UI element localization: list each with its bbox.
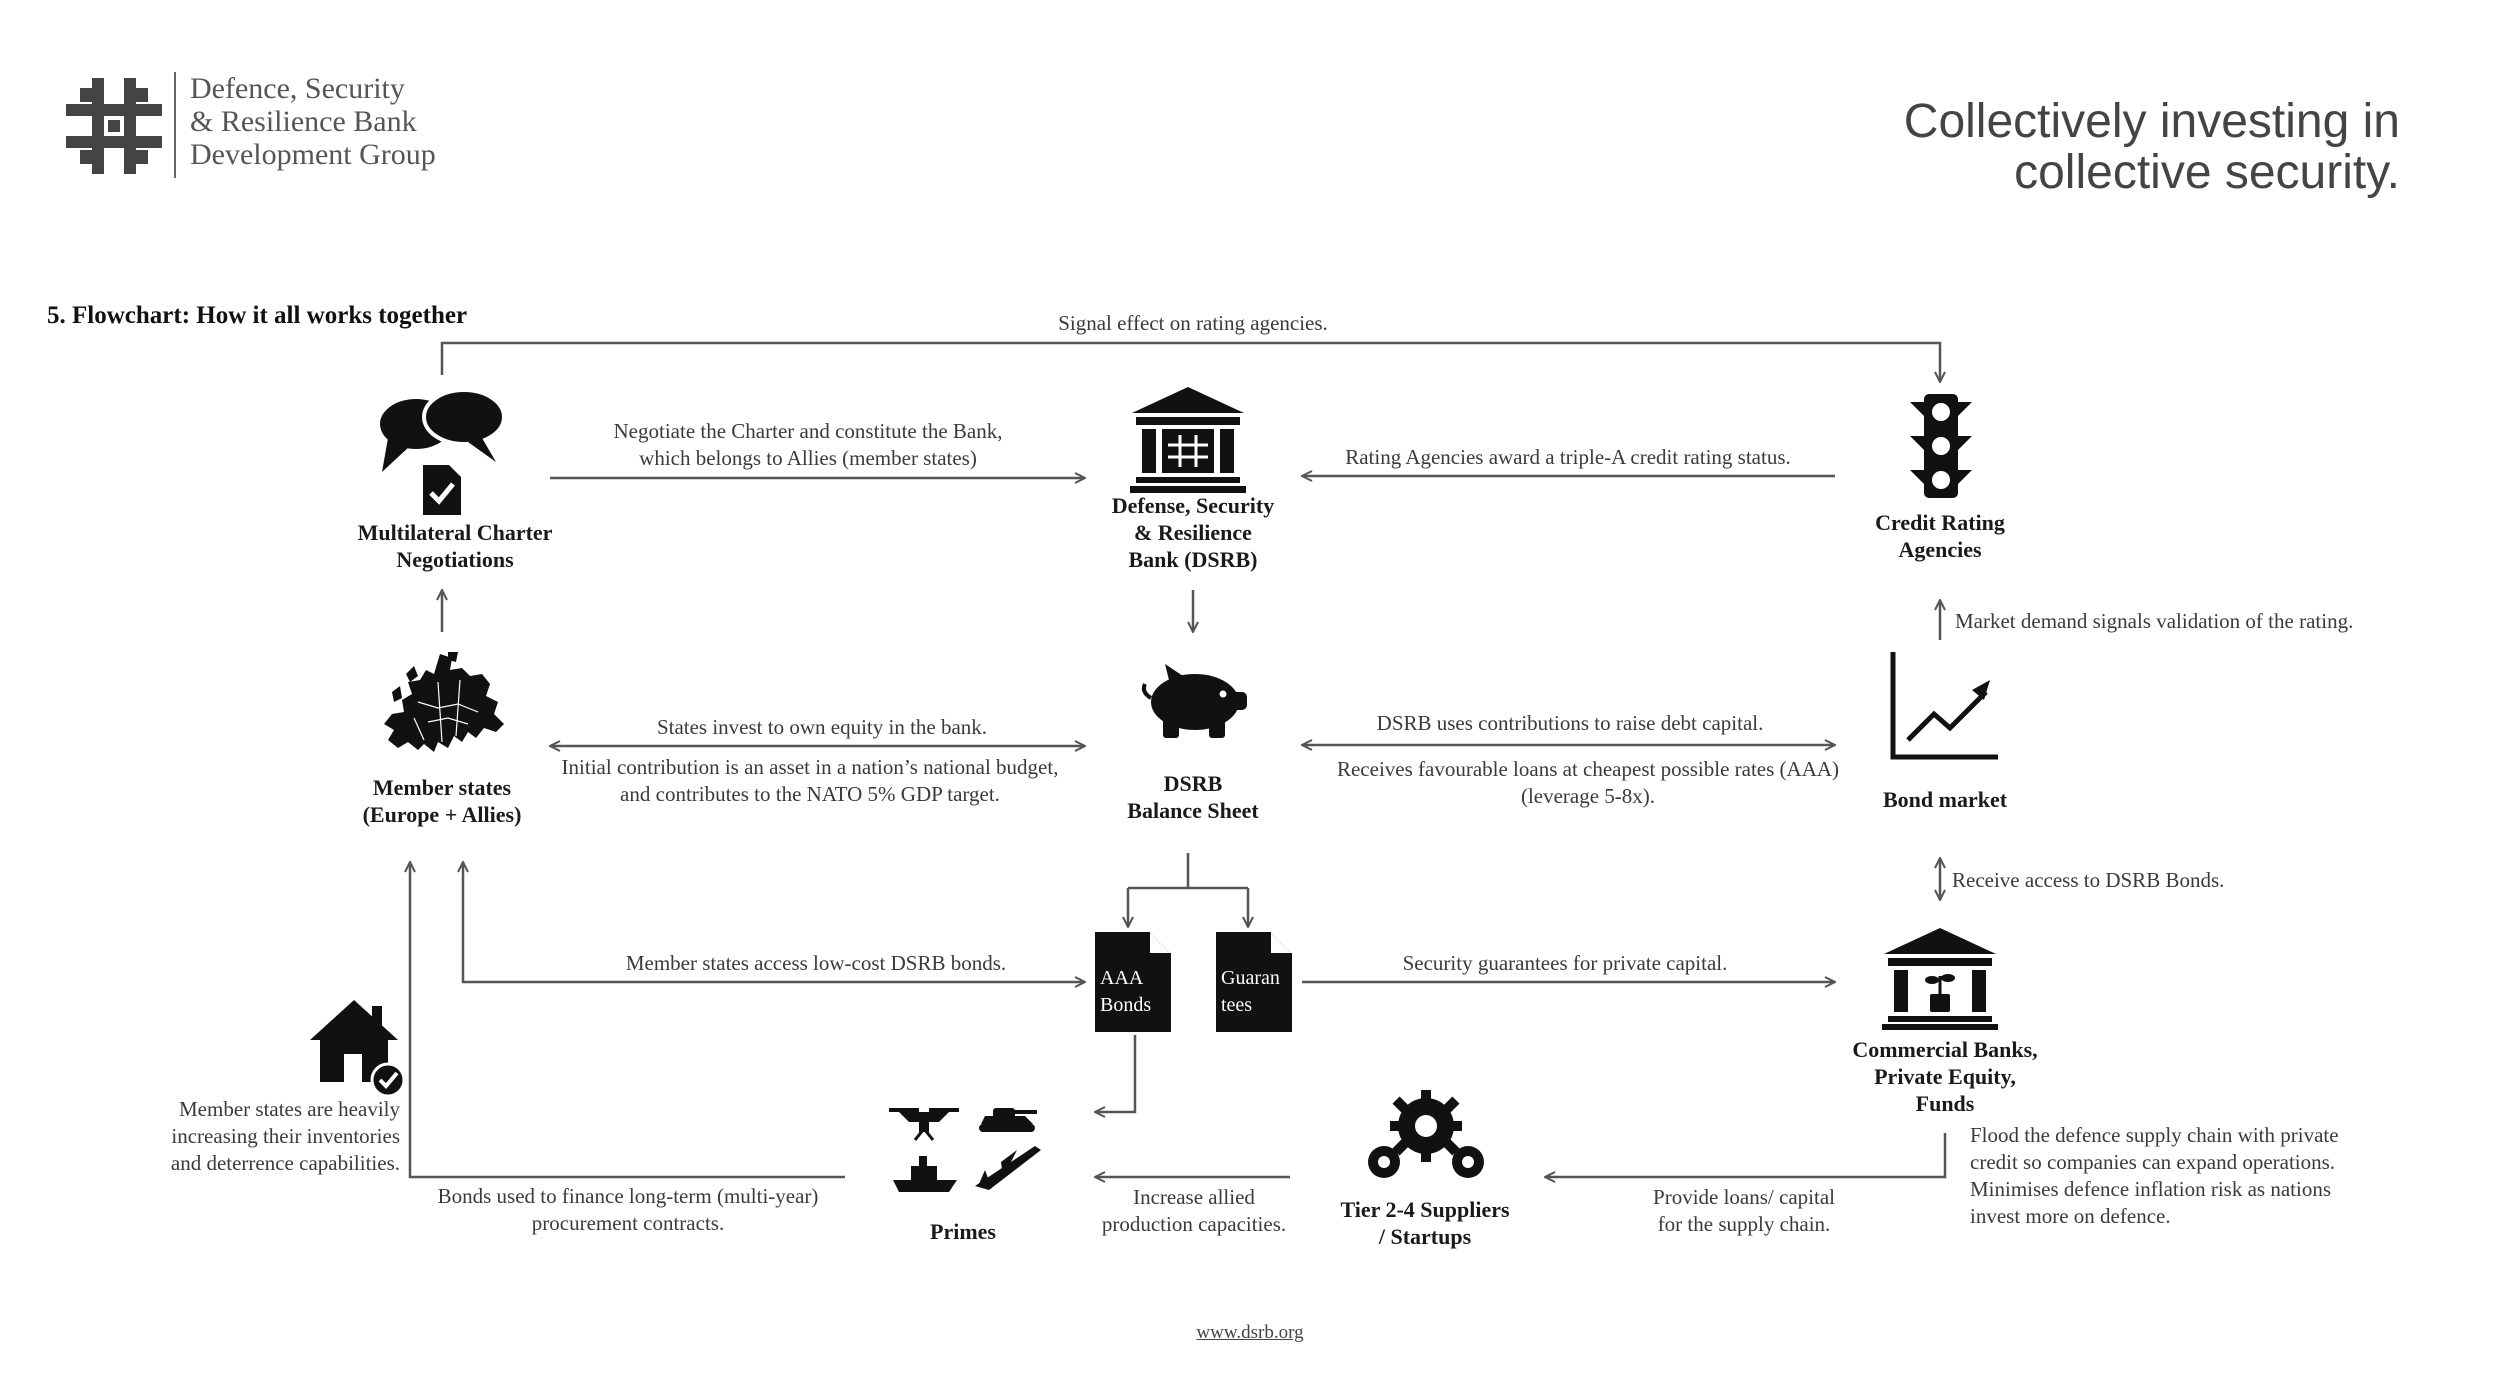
dsrb-label-line-1: Defense, Security bbox=[1111, 493, 1275, 518]
dsrb-label-line-2: & Resilience bbox=[1134, 520, 1252, 545]
procurement-line-2: procurement contracts. bbox=[531, 1211, 725, 1235]
members-node-label bbox=[363, 774, 522, 828]
inventories-line-1: Member states are heavily bbox=[179, 1097, 400, 1121]
europe-map-icon bbox=[378, 652, 508, 757]
org-name-line-2: & Resilience Bank bbox=[190, 105, 417, 138]
rating-award-text: Rating Agencies award a triple-A credit rating status. bbox=[1345, 445, 1791, 469]
traffic-light-icon bbox=[1910, 394, 1972, 498]
market-demand-text: Market demand signals validation of the rating. bbox=[1955, 609, 2354, 633]
tagline bbox=[1904, 96, 2400, 198]
low-cost-bonds-text: Member states access low-cost DSRB bonds. bbox=[625, 951, 1007, 975]
favourable-loans-line-1: Receives favourable loans at cheapest possible rates (AAA) bbox=[1336, 757, 1840, 781]
procurement-line-1: Bonds used to finance long-term (multi-year) bbox=[437, 1184, 819, 1208]
suppliers-label-line-2: / Startups bbox=[1378, 1224, 1472, 1249]
initial-contribution-line-2: and contributes to the NATO 5% GDP target. bbox=[620, 782, 1000, 806]
suppliers-node-label bbox=[1340, 1196, 1509, 1250]
house-check-icon bbox=[310, 1000, 406, 1096]
receive-access-text: Receive access to DSRB Bonds. bbox=[1952, 868, 2225, 892]
provide-loans-line-2: for the supply chain. bbox=[1657, 1212, 1831, 1236]
charter-node-label bbox=[358, 519, 553, 573]
provide-loans-line-1: Provide loans/ capital bbox=[1653, 1185, 1835, 1209]
security-guarantees-text: Security guarantees for private capital. bbox=[1402, 951, 1728, 975]
guarantees-line-1: Guaran bbox=[1221, 967, 1280, 989]
org-name-line-1: Defence, Security bbox=[190, 72, 405, 105]
initial-contribution-line-1: Initial contribution is an asset in a nation’s national budget, bbox=[561, 755, 1059, 779]
aaa-bonds-line-2: Bonds bbox=[1100, 994, 1152, 1016]
balance-split-connector bbox=[1128, 853, 1248, 888]
negotiate-line-2: which belongs to Allies (member states) bbox=[639, 446, 977, 470]
flood-line-2: credit so companies can expand operations. bbox=[1970, 1150, 2336, 1174]
inventories-line-3: and deterrence capabilities. bbox=[170, 1151, 400, 1175]
negotiate-text bbox=[614, 418, 1003, 472]
suppliers-label-line-1: Tier 2-4 Suppliers bbox=[1340, 1197, 1510, 1222]
members-label-line-1: Member states bbox=[372, 775, 512, 800]
charter-label-line-1: Multilateral Charter bbox=[357, 520, 553, 545]
speech-bubbles-document-icon bbox=[378, 390, 508, 515]
initial-contribution-text bbox=[562, 754, 1059, 808]
commercial-label-line-2: Private Equity, bbox=[1874, 1064, 2016, 1089]
gears-icon bbox=[1366, 1090, 1486, 1182]
dsrb-label-line-3: Bank (DSRB) bbox=[1128, 547, 1258, 572]
bonds-to-primes-arrow bbox=[1095, 1035, 1135, 1112]
guarantees-label bbox=[1221, 965, 1280, 1019]
tagline-line-1: Collectively investing in bbox=[1903, 95, 2400, 148]
charter-label-line-2: Negotiations bbox=[396, 547, 514, 572]
procurement-arrow bbox=[410, 862, 845, 1177]
provide-loans-text bbox=[1653, 1184, 1835, 1238]
guarantees-line-2: tees bbox=[1221, 994, 1253, 1016]
line-chart-icon bbox=[1888, 652, 1998, 762]
bond-market-node-label: Bond market bbox=[1882, 787, 2008, 812]
footer-website-link[interactable]: www.dsrb.org bbox=[1196, 1322, 1304, 1343]
credit-label-line-1: Credit Rating bbox=[1875, 510, 2005, 535]
commercial-label-line-1: Commercial Banks, bbox=[1852, 1037, 2038, 1062]
defence-platforms-icon bbox=[885, 1100, 1045, 1196]
aaa-bonds-line-1: AAA bbox=[1100, 967, 1144, 989]
inventories-text bbox=[80, 1096, 400, 1177]
members-label-line-2: (Europe + Allies) bbox=[362, 802, 522, 827]
signal-effect-arrow bbox=[442, 343, 1940, 382]
production-line-2: production capacities. bbox=[1101, 1212, 1287, 1236]
piggy-bank-icon bbox=[1139, 664, 1251, 738]
dsrb-node-label bbox=[1112, 492, 1275, 573]
negotiate-line-1: Negotiate the Charter and constitute the Bank, bbox=[613, 419, 1003, 443]
commercial-label-line-3: Funds bbox=[1915, 1091, 1975, 1116]
aaa-bonds-label bbox=[1100, 965, 1151, 1019]
balance-label-line-2: Balance Sheet bbox=[1127, 798, 1259, 823]
raise-debt-text: DSRB uses contributions to raise debt capital. bbox=[1376, 711, 1764, 735]
balance-node-label bbox=[1127, 770, 1258, 824]
credit-node-label bbox=[1875, 509, 2005, 563]
signal-effect-text: Signal effect on rating agencies. bbox=[1058, 311, 1328, 335]
procurement-text bbox=[438, 1183, 819, 1237]
flood-line-4: invest more on defence. bbox=[1970, 1204, 2171, 1228]
primes-node-label: Primes bbox=[930, 1219, 996, 1244]
favourable-loans-line-2: (leverage 5-8x). bbox=[1520, 784, 1656, 808]
org-name bbox=[190, 72, 436, 171]
inventories-line-2: increasing their inventories bbox=[171, 1124, 400, 1148]
production-text bbox=[1102, 1184, 1286, 1238]
flood-line-1: Flood the defence supply chain with private bbox=[1970, 1123, 2339, 1147]
lattice-cross-icon bbox=[66, 78, 162, 174]
bank-plant-icon bbox=[1882, 926, 1998, 1030]
production-line-1: Increase allied bbox=[1133, 1185, 1255, 1209]
flood-supply-chain-text bbox=[1970, 1122, 2339, 1230]
states-invest-text: States invest to own equity in the bank. bbox=[656, 715, 988, 739]
tagline-line-2: collective security. bbox=[2014, 146, 2400, 199]
flood-line-3: Minimises defence inflation risk as nations bbox=[1970, 1177, 2332, 1201]
favourable-loans-text bbox=[1337, 756, 1839, 810]
commercial-node-label bbox=[1852, 1036, 2037, 1117]
logo-divider bbox=[174, 72, 178, 178]
bank-building-icon bbox=[1130, 385, 1246, 493]
org-name-line-3: Development Group bbox=[190, 138, 436, 171]
section-heading: 5. Flowchart: How it all works together bbox=[47, 302, 468, 329]
provide-loans-arrow bbox=[1545, 1133, 1945, 1177]
balance-label-line-1: DSRB bbox=[1163, 771, 1223, 796]
credit-label-line-2: Agencies bbox=[1898, 537, 1982, 562]
